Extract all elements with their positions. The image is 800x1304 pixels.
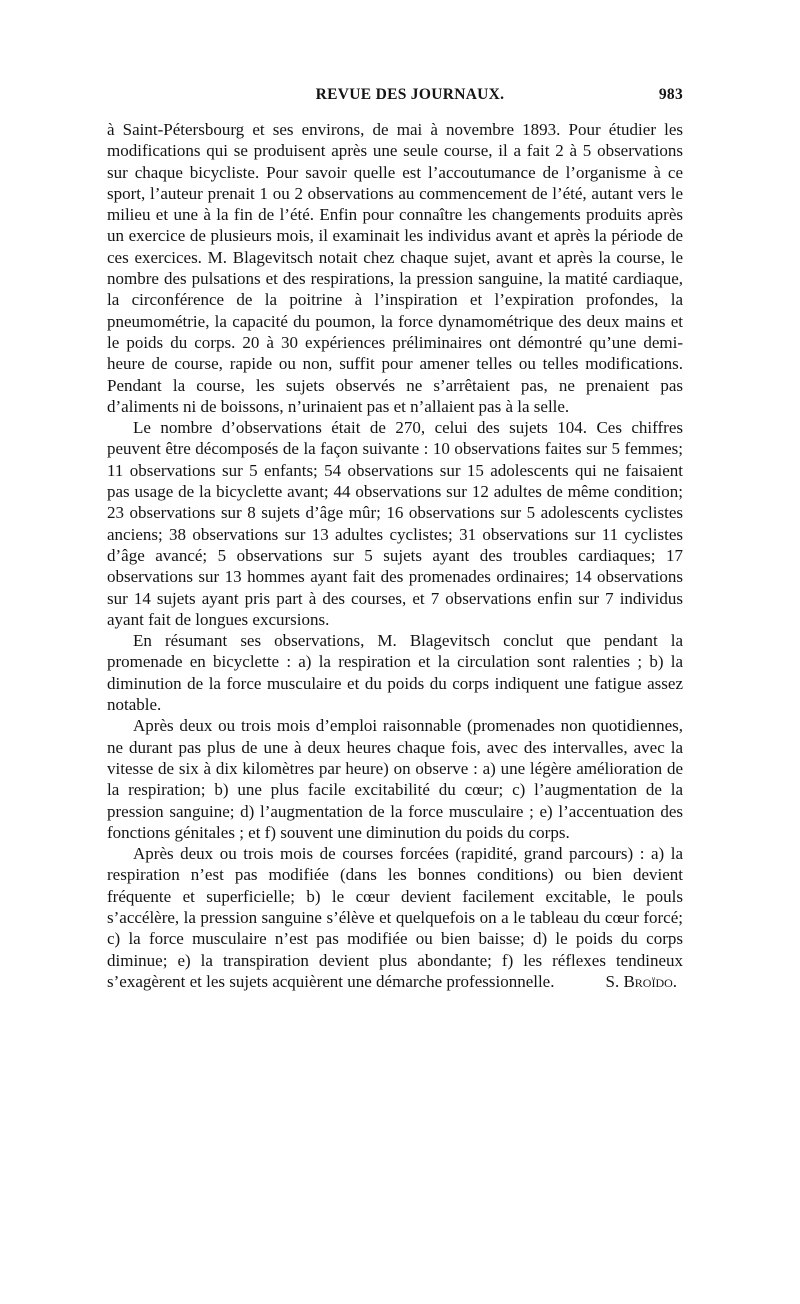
- paragraph-5: [107, 843, 683, 992]
- journal-section-title: REVUE DES JOURNAUX.: [315, 86, 505, 103]
- paragraph-3: En résumant ses observations, M. Blagevitsch conclut que pendant la promenade en bicyclette : a) la respiration et la circulation sont ralenties ; b) la diminution de la force musculaire et du poids du corps indiquent une fatigue assez notable.: [107, 631, 683, 715]
- running-head: [107, 86, 683, 112]
- page-number: 983: [658, 86, 683, 103]
- paragraph-2: Le nombre d’observations était de 270, celui des sujets 104. Ces chiffres peuvent être décomposés de la façon suivante : 10 observations faites sur 5 femmes; 11 observations sur 5 enfants; 54 observations sur 15 adolescents qui ne faisaient pas usage de la bicyclette avant; 44 observations sur 12 adultes de même condition; 23 observations sur 8 sujets d’âge mûr; 16 observations sur 5 adolescents cyclistes anciens; 38 observations sur 13 adultes cyclistes; 31 observations sur 11 cyclistes d’âge avancé; 5 observations sur 5 sujets ayant des troubles cardiaques; 17 observations sur 13 hommes ayant fait des promenades ordinaires; 14 observations sur 14 sujets ayant pris part à des courses, et 7 observations enfin sur 7 individus ayant fait de longues excursions.: [107, 418, 683, 629]
- paragraph-1: à Saint-Pétersbourg et ses environs, de mai à novembre 1893. Pour étudier les modifications qui se produisent après une seule course, il a fait 2 à 5 observations sur chaque bicycliste. Pour savoir quelle est l’accoutumance de l’organisme à ce sport, l’auteur prenait 1 ou 2 observations au commencement de l’été, autant vers le milieu et une à la fin de l’été. Enfin pour connaître les changements produits après un exercice de plusieurs mois, il examinait les individus avant et après la période de ces exercices. M. Blagevitsch notait chez chaque sujet, avant et après la course, le nombre des pulsations et des respirations, la pression sanguine, la matité cardiaque, la circonférence de la poitrine à l’inspiration et l’expiration profondes, la pneumométrie, la capacité du poumon, la force dynamométrique des deux mains et le poids du corps. 20 à 30 expériences préliminaires ont démontré qu’une demi-heure de course, rapide ou non, suffit pour amener telles ou telles modifications. Pendant la course, les sujets observés ne s’arrêtaient pas, ne prenaient pas d’aliments ni de boissons, n’urinaient pas et n’allaient pas à la selle.: [107, 120, 683, 416]
- paragraph-4: Après deux ou trois mois d’emploi raisonnable (promenades non quotidiennes, ne durant pas plus de une à deux heures chaque fois, avec des intervalles, avec la vitesse de six à dix kilomètres par heure) on observe : a) une légère amélioration de la respiration; b) une plus facile excitabilité du cœur; c) l’augmentation de la pression sanguine; d) l’augmentation de la force musculaire ; e) l’accentuation des fonctions génitales ; et f) souvent une diminution du poids du corps.: [107, 716, 683, 842]
- document-page: [107, 86, 683, 992]
- article-body: [107, 119, 683, 992]
- author-signature: S. Broïdo.: [605, 971, 678, 991]
- paragraph-5-text: Après deux ou trois mois de courses forcées (rapidité, grand parcours) : a) la respiration n’est pas modifiée (dans les bonnes conditions) ou bien devient fréquente et superficielle; b) le cœur devient facilement excitable, le pouls s’accélère, la pression sanguine s’élève et quelquefois on a le tableau du cœur forcé; c) la force musculaire n’est pas modifiée ou bien baisse; d) le poids du corps diminue; e) la transpiration devient plus abondante; f) les réflexes tendineux s’exagèrent et les sujets acquièrent une démarche professionnelle.: [107, 844, 683, 991]
